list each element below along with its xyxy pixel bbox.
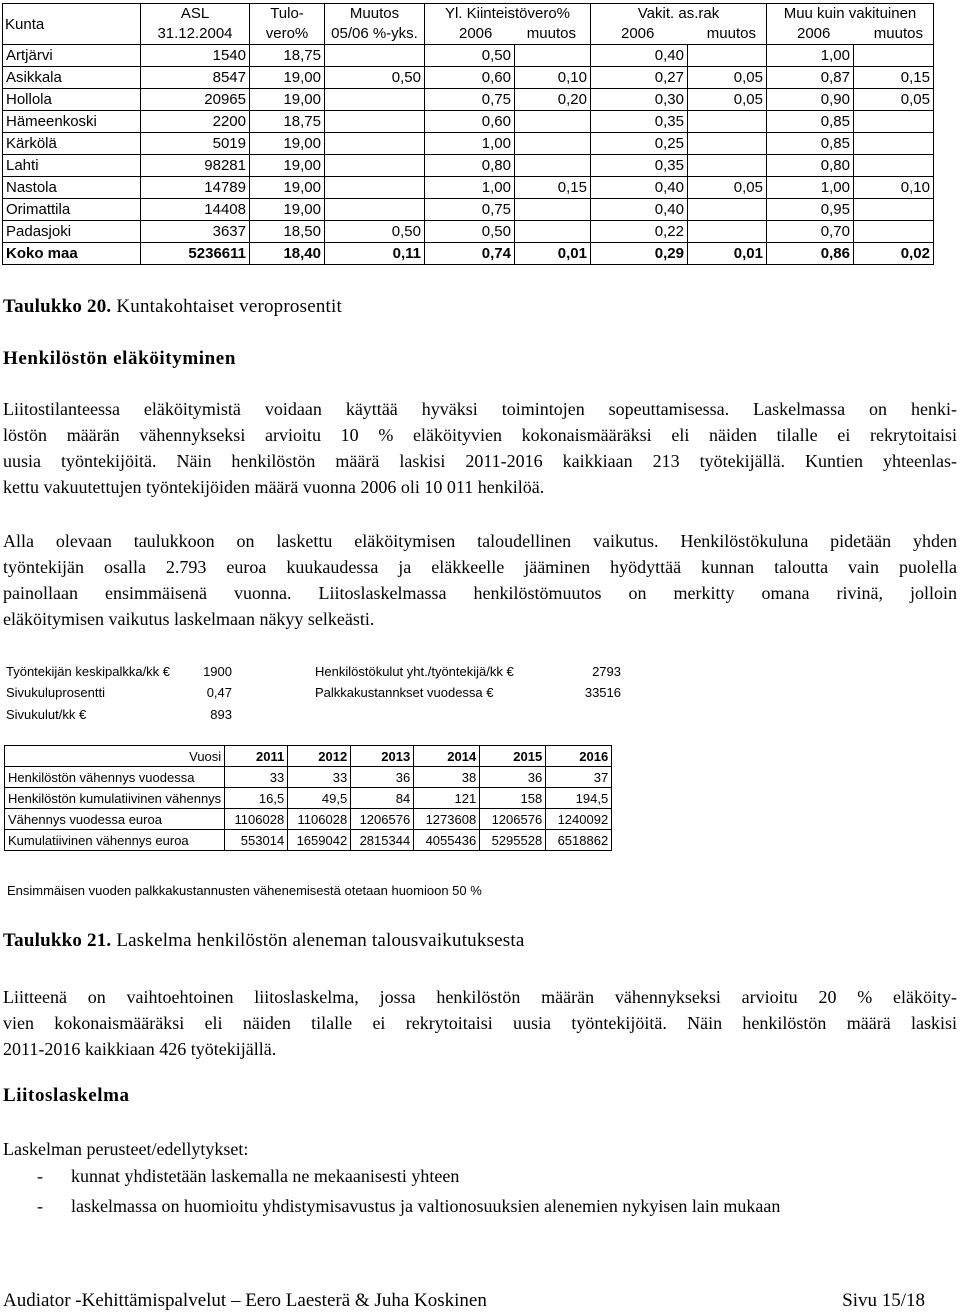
header-muutos-line2: 05/06 %-yks. <box>331 25 418 42</box>
table-20-caption <box>3 296 342 318</box>
header-muu-year: 2006 <box>797 25 831 42</box>
list-dash: - <box>37 1196 43 1216</box>
footer-page-number: Sivu 15/18 <box>842 1290 925 1311</box>
paragraph-2-line: työntekijän osalla 2.793 euroa kuukaudessa ja eläkkeelle jääminen hyödyttää kunnan taloutta vain puolella <box>3 557 957 577</box>
table-cell-tulo: 19,00 <box>250 89 325 111</box>
table-cell-tulo: 19,00 <box>250 133 325 155</box>
table-cell-yl: 1,00 <box>425 177 515 199</box>
header-muu-line1: Muu kuin vakituinen <box>783 5 917 22</box>
table-cell-muu_m <box>854 199 934 221</box>
table-cell-vak: 0,35 <box>591 111 688 133</box>
table-cell-vak_m: 0,05 <box>688 89 767 111</box>
row-label: Henkilöstön vähennys vuodessa <box>5 767 225 788</box>
table-cell-tulo: 18,50 <box>250 221 325 243</box>
table-cell-kunta: Orimattila <box>3 199 141 221</box>
table-cell: 33 <box>225 767 288 788</box>
year-header: 2016 <box>546 746 612 767</box>
param-keskipalkka-value: 1900 <box>203 664 232 679</box>
table-cell-yl: 0,75 <box>425 89 515 111</box>
param-henkilostokulut-value: 2793 <box>592 664 621 679</box>
caption-21-text: Laskelma henkilöstön aleneman talousvaikutuksesta <box>111 930 525 951</box>
table-cell: 4055436 <box>414 830 480 851</box>
param-sivukulut <box>6 706 236 724</box>
table-cell-asl: 1540 <box>141 45 250 67</box>
table-cell-kunta: Nastola <box>3 177 141 199</box>
param-palkkakustannukset-value: 33516 <box>584 685 621 700</box>
table-cell-kunta: Padasjoki <box>3 221 141 243</box>
table-cell: 16,5 <box>225 788 288 809</box>
table-cell-muu_m: 0,05 <box>854 89 934 111</box>
table-cell-muutos <box>325 45 425 67</box>
table-cell-vak: 0,22 <box>591 221 688 243</box>
table-cell: 121 <box>414 788 480 809</box>
header-kunta: Kunta <box>3 4 141 45</box>
table-cell-muu_m <box>854 155 934 177</box>
table-cell-yl: 1,00 <box>425 133 515 155</box>
header-kiinteistovero-line1: Yl. Kiinteistövero% <box>444 5 571 22</box>
paragraph-1-line: Liitostilanteessa eläköitymistä voidaan käyttää hyväksi toimintojen sopeuttamisessa. Laskelmassa on henki- <box>3 399 957 419</box>
table-row <box>5 767 612 788</box>
table-cell-vak: 0,40 <box>591 177 688 199</box>
table-row <box>5 788 612 809</box>
table-cell-tulo: 19,00 <box>250 177 325 199</box>
row-label: Kumulatiivinen vähennys euroa <box>5 830 225 851</box>
tax-table-header-row <box>3 4 934 45</box>
staff-reduction-table <box>4 745 612 851</box>
table-cell-muu_m: 0,02 <box>854 243 934 265</box>
param-palkkakustannukset <box>315 684 623 702</box>
table-cell-muu: 0,86 <box>767 243 854 265</box>
assumptions-list <box>3 1161 780 1221</box>
table-cell-yl: 0,75 <box>425 199 515 221</box>
table-cell-asl: 20965 <box>141 89 250 111</box>
year-header: 2011 <box>225 746 288 767</box>
table-cell-vak_m <box>688 221 767 243</box>
paragraph-2-line: painollaan ensimmäisenä vuonna. Liitoslaskelmassa henkilöstömuutos on merkitty omana rivinä, jolloin <box>3 583 957 603</box>
table-cell-muu: 0,95 <box>767 199 854 221</box>
header-tulovero <box>250 4 325 45</box>
list-item <box>3 1191 780 1221</box>
table-row <box>3 199 934 221</box>
paragraph-2 <box>3 528 957 632</box>
table-cell-yl_m <box>515 221 591 243</box>
table-cell-muu: 0,70 <box>767 221 854 243</box>
table-cell-tulo: 19,00 <box>250 199 325 221</box>
header-vakituinen <box>591 4 767 45</box>
table-cell-kunta: Kärkölä <box>3 133 141 155</box>
table-cell-kunta: Koko maa <box>3 243 141 265</box>
section-heading-elakoityminen: Henkilöstön eläköityminen <box>3 348 236 369</box>
paragraph-3-line: 2011-2016 kaikkiaan 426 työtekijällä. <box>3 1039 277 1059</box>
header-vakituinen-muutos: muutos <box>706 25 756 42</box>
header-kiinteistovero-year: 2006 <box>459 25 493 42</box>
table-cell-yl: 0,50 <box>425 45 515 67</box>
year-header: 2012 <box>288 746 351 767</box>
tax-table-body <box>3 45 934 265</box>
table-cell-yl_m <box>515 199 591 221</box>
table-cell-muutos <box>325 89 425 111</box>
paragraph-2-line: Alla olevaan taulukkoon on laskettu eläköitymisen taloudellinen vaikutus. Henkilöstökuluna pidetään yhden <box>3 531 957 551</box>
table-cell-kunta: Asikkala <box>3 67 141 89</box>
header-muu-kuin-vakituinen <box>767 4 934 45</box>
table-cell-muu_m: 0,15 <box>854 67 934 89</box>
table-cell-vak: 0,40 <box>591 199 688 221</box>
table-cell-muutos: 0,50 <box>325 67 425 89</box>
table-cell-kunta: Hollola <box>3 89 141 111</box>
table-cell-tulo: 18,40 <box>250 243 325 265</box>
table-cell-muutos <box>325 111 425 133</box>
table-cell-asl: 14408 <box>141 199 250 221</box>
table-cell-vak_m <box>688 45 767 67</box>
table-row <box>3 89 934 111</box>
table-cell-kunta: Lahti <box>3 155 141 177</box>
staff-table-body <box>5 746 612 851</box>
table-cell: 158 <box>480 788 546 809</box>
table-row <box>5 830 612 851</box>
table-cell-yl: 0,60 <box>425 67 515 89</box>
param-sivukulut-value: 893 <box>210 707 232 722</box>
table-cell: 37 <box>546 767 612 788</box>
table-cell-muu: 0,80 <box>767 155 854 177</box>
table-cell: 1106028 <box>288 809 351 830</box>
param-palkkakustannukset-label: Palkkakustannkset vuodessa € <box>315 685 494 700</box>
table-cell-muu: 0,85 <box>767 111 854 133</box>
table-cell-vak: 0,27 <box>591 67 688 89</box>
year-header: 2013 <box>351 746 414 767</box>
table-cell-asl: 3637 <box>141 221 250 243</box>
table-cell-muu: 1,00 <box>767 177 854 199</box>
table-cell-yl_m: 0,01 <box>515 243 591 265</box>
section-heading-liitoslaskelma: Liitoslaskelma <box>3 1085 130 1106</box>
table-cell-vak_m <box>688 133 767 155</box>
table-cell-muutos: 0,50 <box>325 221 425 243</box>
header-muu-muutos: muutos <box>873 25 923 42</box>
table-cell: 6518862 <box>546 830 612 851</box>
table-cell-kunta: Artjärvi <box>3 45 141 67</box>
table-cell-yl_m <box>515 155 591 177</box>
table-row <box>3 67 934 89</box>
table-cell-yl_m: 0,15 <box>515 177 591 199</box>
caption-21-label: Taulukko 21. <box>3 930 112 951</box>
table-cell-tulo: 19,00 <box>250 67 325 89</box>
row-label: Vähennys vuodessa euroa <box>5 809 225 830</box>
table-row <box>3 111 934 133</box>
list-item <box>3 1161 780 1191</box>
table-cell: 1206576 <box>480 809 546 830</box>
paragraph-1-line: löstön määrän vähennykseksi arvioitu 10 % eläköityvien kokonaismääräksi eli näiden tilalle ei rekrytoitaisi <box>3 425 957 445</box>
caption-20-label: Taulukko 20. <box>3 296 112 317</box>
table-cell-muu_m: 0,10 <box>854 177 934 199</box>
page-footer <box>3 1290 925 1312</box>
table-cell-asl: 98281 <box>141 155 250 177</box>
header-kiinteistovero-muutos: muutos <box>526 25 576 42</box>
table-row <box>3 243 934 265</box>
table-cell-asl: 14789 <box>141 177 250 199</box>
tax-rate-table <box>2 3 934 265</box>
table-cell-muutos <box>325 177 425 199</box>
table-row <box>3 177 934 199</box>
table-cell-yl: 0,74 <box>425 243 515 265</box>
list-intro <box>3 1136 957 1162</box>
param-sivukuluprosentti-value: 0,47 <box>206 685 232 700</box>
table-cell-muu: 0,85 <box>767 133 854 155</box>
table-row <box>3 221 934 243</box>
table-row <box>3 45 934 67</box>
header-tulovero-line1: Tulo- <box>270 5 304 22</box>
table-row <box>3 133 934 155</box>
table-cell: 38 <box>414 767 480 788</box>
year-header: 2014 <box>414 746 480 767</box>
table-cell-muutos <box>325 155 425 177</box>
param-henkilostokulut <box>315 663 623 681</box>
table-cell-yl: 0,50 <box>425 221 515 243</box>
table-cell-asl: 2200 <box>141 111 250 133</box>
table-cell-muutos <box>325 199 425 221</box>
table-cell: 33 <box>288 767 351 788</box>
header-asl <box>141 4 250 45</box>
table-cell-vak_m: 0,01 <box>688 243 767 265</box>
table-cell-vak_m <box>688 199 767 221</box>
list-item-text: kunnat yhdistetään laskemalla ne mekaanisesti yhteen <box>71 1166 460 1186</box>
table-cell-muu: 0,90 <box>767 89 854 111</box>
table-cell-yl_m: 0,10 <box>515 67 591 89</box>
table-cell-vak: 0,25 <box>591 133 688 155</box>
header-muutos-line1: Muutos <box>349 5 400 22</box>
param-sivukuluprosentti <box>6 684 236 702</box>
table-cell: 36 <box>480 767 546 788</box>
table-cell-tulo: 19,00 <box>250 155 325 177</box>
table-cell-muu: 0,87 <box>767 67 854 89</box>
header-asl-line2: 31.12.2004 <box>157 25 233 42</box>
table-cell-yl_m <box>515 133 591 155</box>
paragraph-3-line: vien kokonaismääräksi eli näiden tilalle ei rekrytoitaisi uusia työntekijöitä. Näin henkilöstön määrä laskisi <box>3 1013 957 1033</box>
table-cell: 2815344 <box>351 830 414 851</box>
table-cell: 1206576 <box>351 809 414 830</box>
paragraph-2-line: eläköitymisen vaikutus laskelmaan näkyy selkeästi. <box>3 609 375 629</box>
table-cell-muu_m <box>854 221 934 243</box>
table-cell-muutos: 0,11 <box>325 243 425 265</box>
table-cell-muutos <box>325 133 425 155</box>
param-sivukuluprosentti-label: Sivukuluprosentti <box>6 685 105 700</box>
list-intro-text: Laskelman perusteet/edellytykset: <box>3 1139 249 1159</box>
paragraph-3 <box>3 984 957 1062</box>
paragraph-1-line: uusia työntekijöitä. Näin henkilöstön määrä laskisi 2011-2016 kaikkiaan 213 työtekijällä. Kuntien yhteenlas- <box>3 451 957 471</box>
table-cell-asl: 5019 <box>141 133 250 155</box>
table-row <box>5 809 612 830</box>
table-cell-asl: 5236611 <box>141 243 250 265</box>
table-cell-vak_m: 0,05 <box>688 67 767 89</box>
table-cell: 36 <box>351 767 414 788</box>
table-cell: 49,5 <box>288 788 351 809</box>
footer-left: Audiator -Kehittämispalvelut – Eero Laesterä & Juha Koskinen <box>3 1290 487 1311</box>
table-cell: 5295528 <box>480 830 546 851</box>
table-cell: 1273608 <box>414 809 480 830</box>
table-row <box>3 155 934 177</box>
table-cell: 1240092 <box>546 809 612 830</box>
header-tulovero-line2: vero% <box>265 25 309 42</box>
table-21-caption <box>3 930 525 952</box>
table-cell-yl_m <box>515 111 591 133</box>
year-header: 2015 <box>480 746 546 767</box>
table-cell-muu_m <box>854 45 934 67</box>
param-henkilostokulut-label: Henkilöstökulut yht./työntekijä/kk € <box>315 664 514 679</box>
table-cell: 553014 <box>225 830 288 851</box>
param-keskipalkka <box>6 663 236 681</box>
param-keskipalkka-label: Työntekijän keskipalkka/kk € <box>6 664 171 679</box>
table-cell-vak: 0,30 <box>591 89 688 111</box>
table-cell-muu_m <box>854 111 934 133</box>
table-cell-tulo: 18,75 <box>250 45 325 67</box>
table-cell-vak: 0,40 <box>591 45 688 67</box>
table-cell-yl: 0,80 <box>425 155 515 177</box>
caption-20-text: Kuntakohtaiset veroprosentit <box>111 296 342 317</box>
paragraph-3-line: Liitteenä on vaihtoehtoinen liitoslaskelma, jossa henkilöstön määrän vähennykseksi arvioitu 20 % eläköity- <box>3 987 957 1007</box>
paragraph-1-line: kettu vakuutettujen työntekijöiden määrä vuonna 2006 oli 10 011 henkilöä. <box>3 477 545 497</box>
table-cell-yl: 0,60 <box>425 111 515 133</box>
param-sivukulut-label: Sivukulut/kk € <box>6 707 87 722</box>
year-label: Vuosi <box>5 746 225 767</box>
table-cell-vak_m <box>688 111 767 133</box>
table-cell-muu: 1,00 <box>767 45 854 67</box>
list-item-text: laskelmassa on huomioitu yhdistymisavustus ja valtionosuuksien alenemien nykyisen lain mukaan <box>71 1196 781 1216</box>
table-cell-yl_m <box>515 45 591 67</box>
header-muutos <box>325 4 425 45</box>
header-vakituinen-year: 2006 <box>621 25 655 42</box>
table-cell-asl: 8547 <box>141 67 250 89</box>
staff-table-header-row <box>5 746 612 767</box>
table-cell-vak: 0,29 <box>591 243 688 265</box>
table-cell-kunta: Hämeenkoski <box>3 111 141 133</box>
table-cell: 84 <box>351 788 414 809</box>
table-cell-vak_m: 0,05 <box>688 177 767 199</box>
table-cell: 1659042 <box>288 830 351 851</box>
table-cell-vak: 0,35 <box>591 155 688 177</box>
table-cell: 1106028 <box>225 809 288 830</box>
row-label: Henkilöstön kumulatiivinen vähennys <box>5 788 225 809</box>
table-cell-muu_m <box>854 133 934 155</box>
table-cell-yl_m: 0,20 <box>515 89 591 111</box>
header-kiinteistovero <box>425 4 591 45</box>
paragraph-1 <box>3 396 957 500</box>
header-vakituinen-line1: Vakit. as.rak <box>637 5 720 22</box>
table-cell: 194,5 <box>546 788 612 809</box>
staff-table-note: Ensimmäisen vuoden palkkakustannusten vähenemisestä otetaan huomioon 50 % <box>7 883 482 898</box>
table-cell-vak_m <box>688 155 767 177</box>
list-dash: - <box>37 1166 43 1186</box>
table-cell-tulo: 18,75 <box>250 111 325 133</box>
header-asl-line1: ASL <box>180 5 210 22</box>
